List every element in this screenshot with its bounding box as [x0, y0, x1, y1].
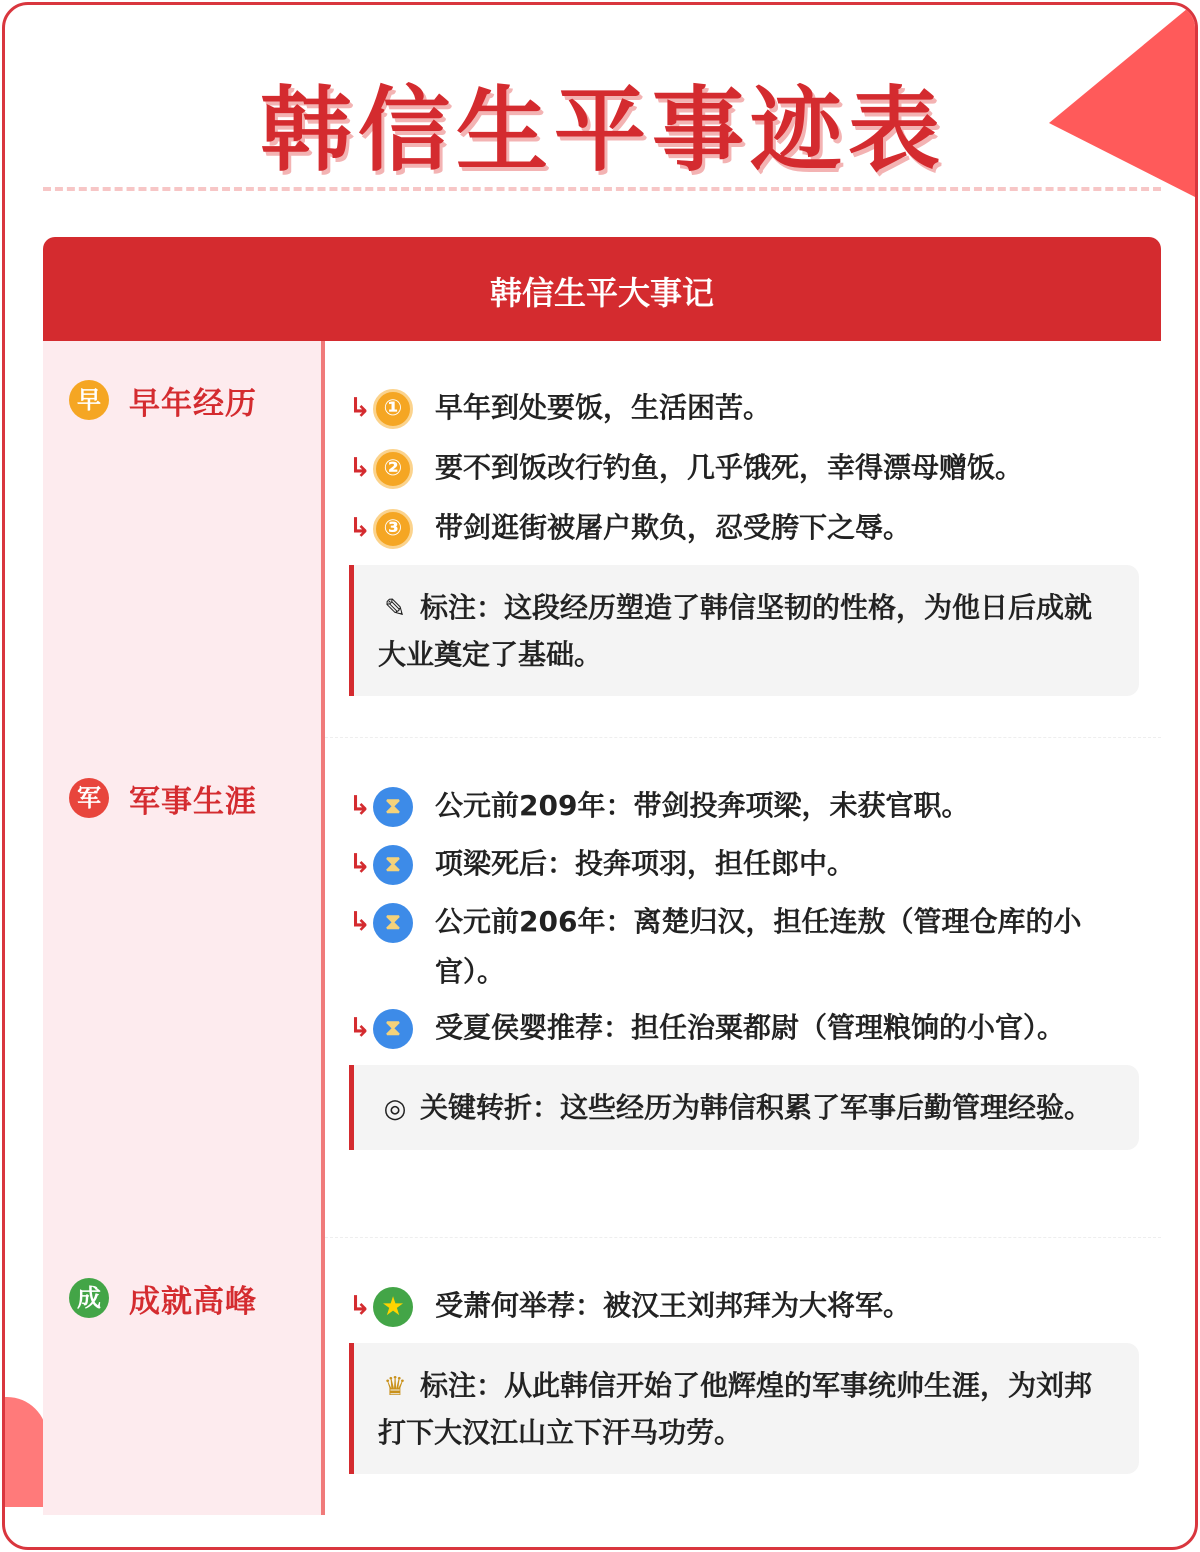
item-text: 项梁死后：投奔项羽，担任郎中。 — [435, 847, 856, 880]
badge-military: 军 — [69, 778, 109, 818]
item-text: 带剑逛街被屠户欺负，忍受胯下之辱。 — [435, 511, 912, 544]
row-divider — [325, 737, 1161, 738]
badge-achievement: 成 — [69, 1278, 109, 1318]
note-box-military — [349, 1065, 1139, 1150]
list-item — [349, 443, 1149, 493]
number-two-icon: ② — [373, 449, 413, 489]
section-title-achievement: 成就高峰 — [129, 1283, 257, 1320]
note-text: 标注：这段经历塑造了韩信坚韧的性格，为他日后成就大业奠定了基础。 — [378, 591, 1093, 671]
section-title-military: 军事生涯 — [129, 783, 257, 820]
memo-icon: ✎ — [384, 594, 406, 624]
item-text: 早年到处要饭，生活困苦。 — [435, 391, 772, 424]
trophy-icon: ♛ — [383, 1372, 407, 1402]
section-label-early — [69, 377, 257, 423]
star-icon: ★ — [373, 1287, 413, 1327]
target-icon: ◎ — [383, 1094, 407, 1124]
number-one-icon: ① — [373, 389, 413, 429]
page-title: 韩信生平事迹表 — [259, 77, 946, 184]
hourglass-icon: ⧗ — [373, 903, 413, 943]
number-three-icon: ③ — [373, 509, 413, 549]
list-item — [349, 503, 1149, 553]
arrow-icon: ↳ — [349, 393, 371, 423]
page-frame — [2, 2, 1198, 1550]
arrow-icon: ↳ — [349, 513, 371, 543]
hourglass-icon: ⧗ — [373, 845, 413, 885]
corner-decoration-bottom-left — [2, 1397, 47, 1507]
badge-early: 早 — [69, 380, 109, 420]
arrow-icon: ↳ — [349, 791, 371, 821]
note-text: 关键转折：这些经历为韩信积累了军事后勤管理经验。 — [420, 1091, 1093, 1124]
item-text: 公元前209年：带剑投奔项梁，未获官职。 — [435, 789, 970, 822]
section-label-military — [69, 775, 257, 821]
timeline-table — [43, 237, 1161, 1515]
item-text: 要不到饭改行钓鱼，几乎饿死，幸得漂母赠饭。 — [435, 451, 1024, 484]
label-column — [43, 341, 323, 1515]
arrow-icon: ↳ — [349, 453, 371, 483]
note-box-early — [349, 565, 1139, 696]
arrow-icon: ↳ — [349, 907, 371, 937]
item-text: 受萧何举荐：被汉王刘邦拜为大将军。 — [435, 1289, 912, 1322]
item-text: 受夏侯婴推荐：担任治粟都尉（管理粮饷的小官）。 — [435, 1011, 1066, 1044]
list-item — [349, 1003, 1149, 1053]
list-item — [349, 839, 1149, 889]
arrow-icon: ↳ — [349, 849, 371, 879]
note-box-achievement — [349, 1343, 1139, 1474]
list-item — [349, 781, 1149, 831]
list-item — [349, 383, 1149, 433]
hourglass-icon: ⧗ — [373, 1009, 413, 1049]
title-divider — [43, 187, 1161, 191]
table-header: 韩信生平大事记 — [43, 237, 1161, 341]
section-label-achievement — [69, 1275, 257, 1321]
list-item — [349, 897, 1149, 997]
arrow-icon: ↳ — [349, 1013, 371, 1043]
hourglass-icon: ⧗ — [373, 787, 413, 827]
column-separator — [321, 341, 325, 1515]
arrow-icon: ↳ — [349, 1291, 371, 1321]
row-divider — [325, 1237, 1161, 1238]
note-text: 标注：从此韩信开始了他辉煌的军事统帅生涯，为刘邦打下大汉江山立下汗马功劳。 — [378, 1369, 1093, 1449]
section-title-early: 早年经历 — [129, 385, 257, 422]
list-item — [349, 1281, 1149, 1331]
item-text: 公元前206年：离楚归汉，担任连敖（管理仓库的小官）。 — [435, 905, 1082, 988]
